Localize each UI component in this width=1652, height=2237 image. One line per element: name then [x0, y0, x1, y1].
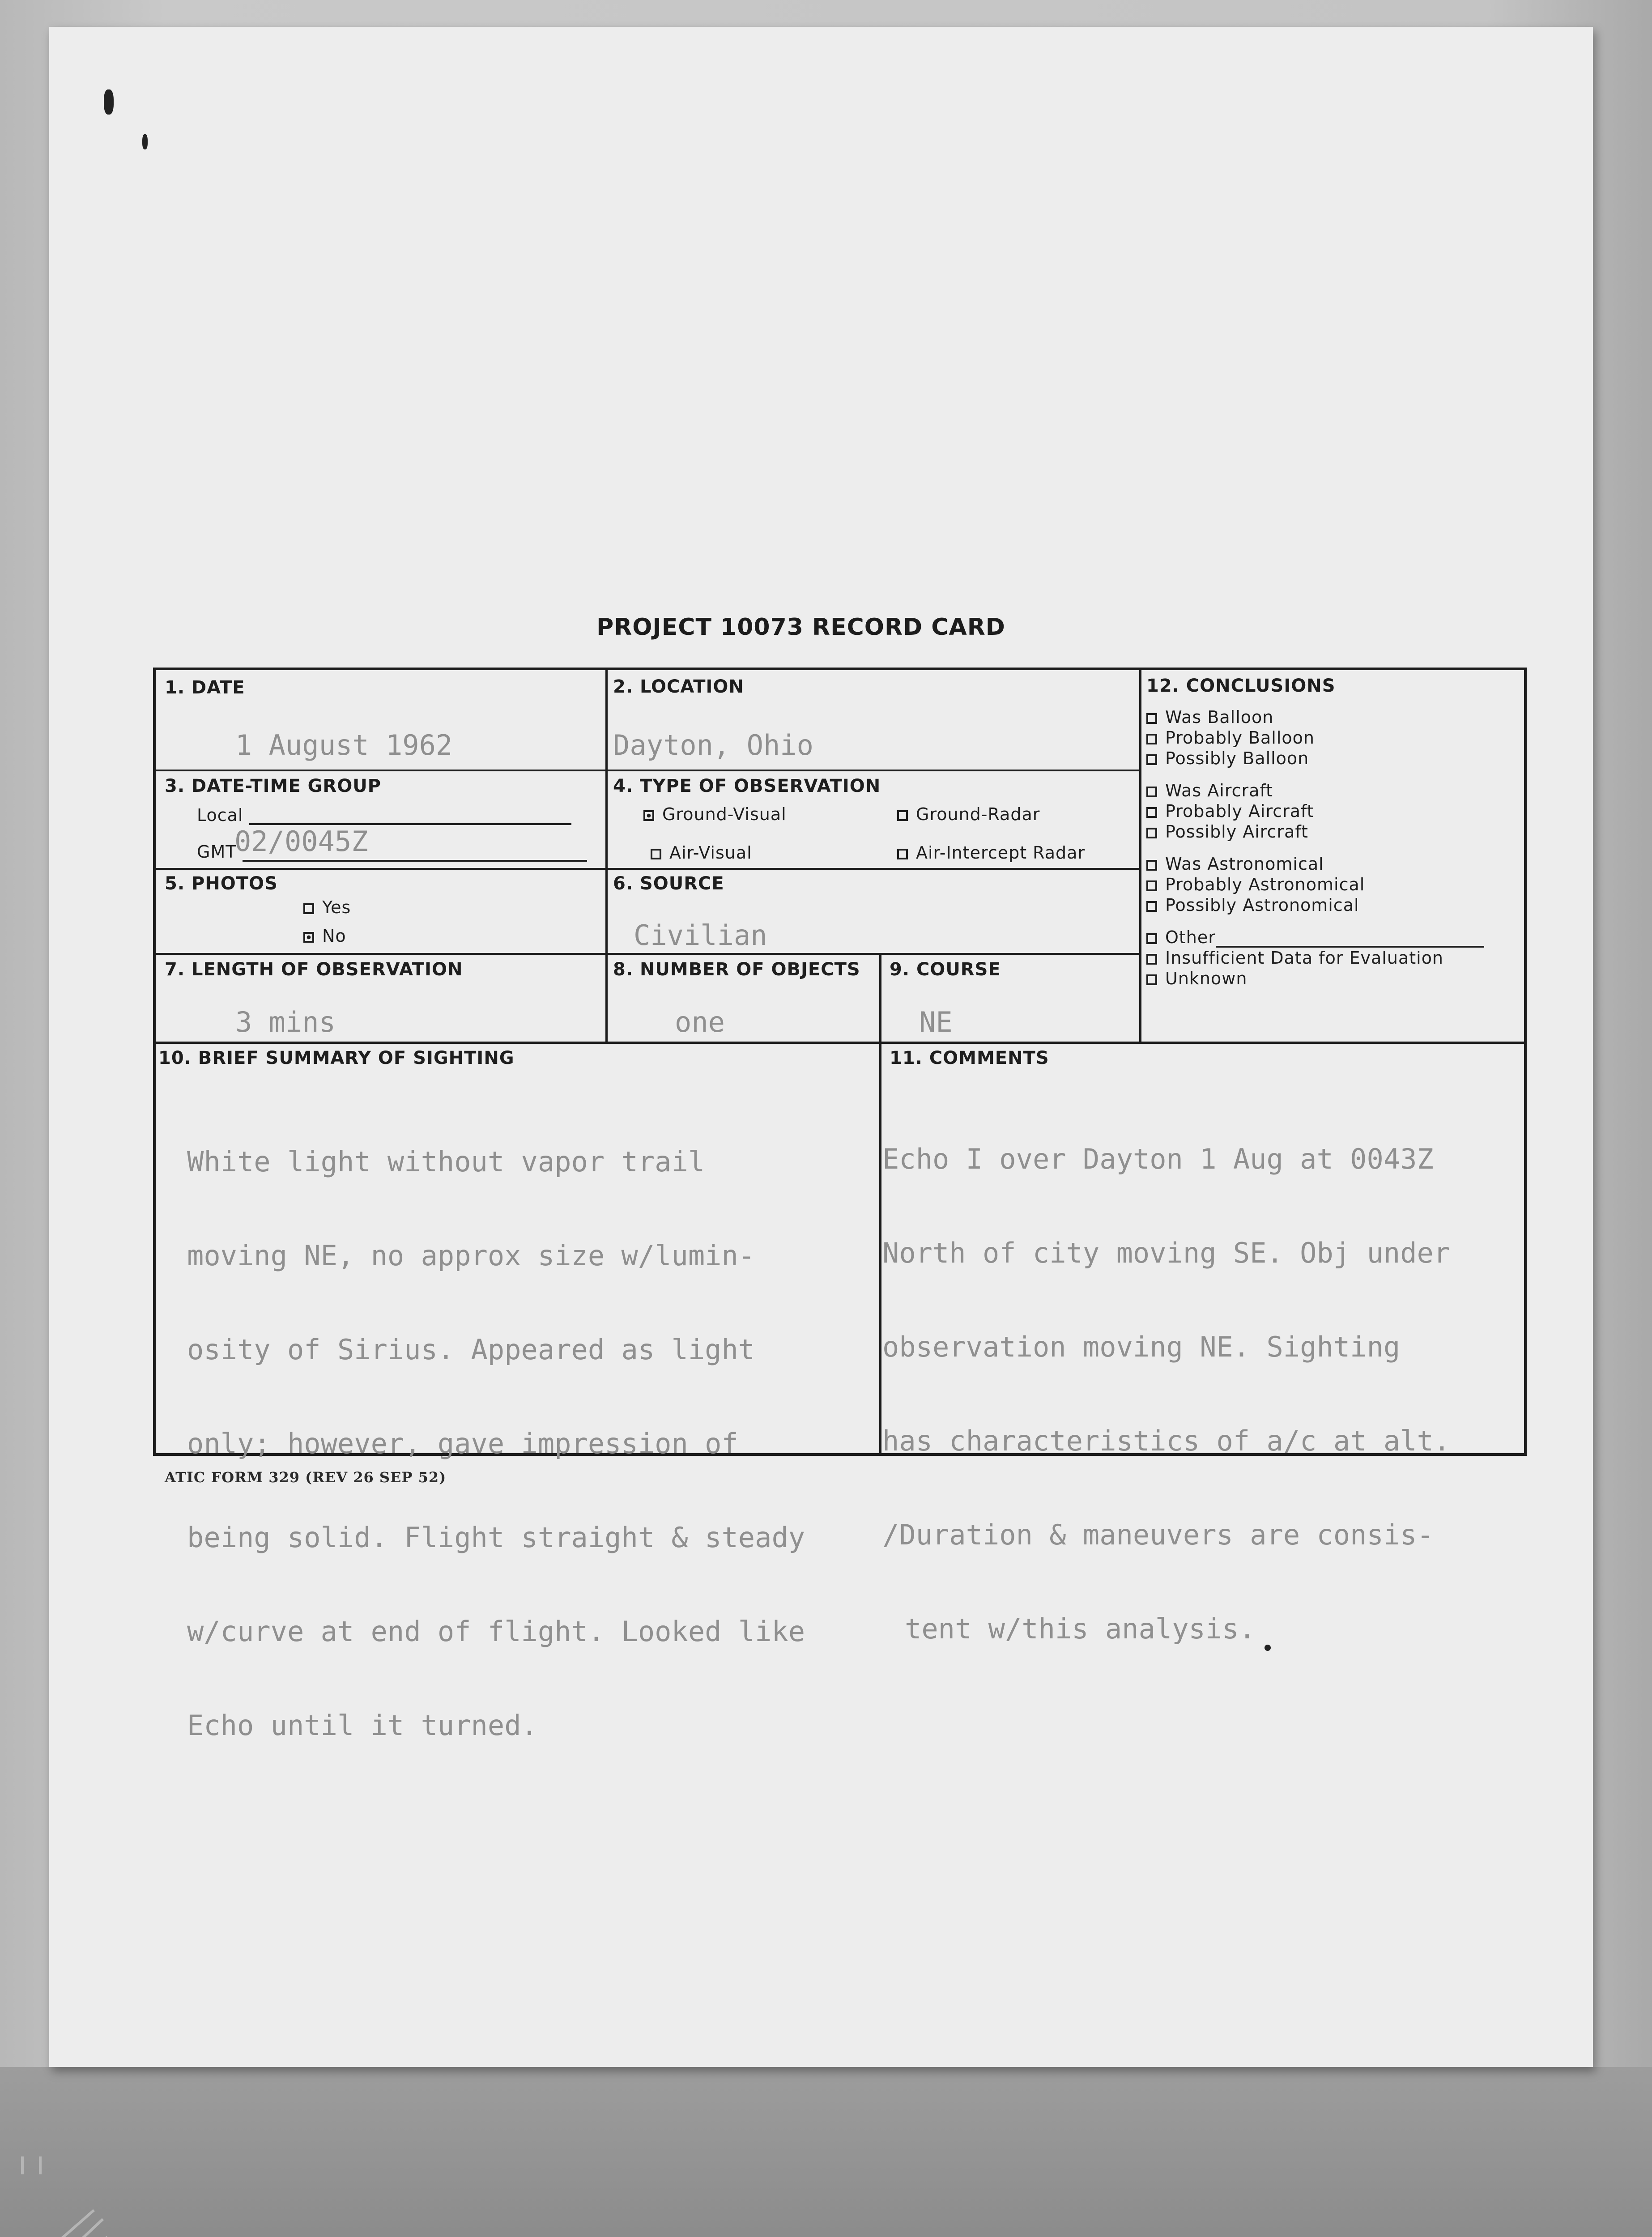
- photos-label: 5. PHOTOS: [165, 873, 278, 894]
- summary-line: moving NE, no approx size w/lumin-: [187, 1239, 755, 1272]
- checkbox-icon: [303, 903, 314, 914]
- date-value: 1 August 1962: [235, 729, 453, 761]
- summary-line: w/curve at end of flight. Looked like: [187, 1615, 805, 1648]
- comment-line: Echo I over Dayton 1 Aug at 0043Z: [882, 1143, 1434, 1175]
- location-label: 2. LOCATION: [613, 676, 744, 697]
- divider: [156, 1042, 1525, 1044]
- other-line: [1216, 931, 1484, 948]
- course-label: 9. COURSE: [890, 959, 1001, 980]
- source-label: 6. SOURCE: [613, 873, 724, 894]
- checkbox-checked-icon: [643, 810, 654, 821]
- observation-option-ground-visual: Ground-Visual: [643, 804, 787, 824]
- conclusion-item: Probably Balloon: [1146, 727, 1484, 748]
- length-of-observation-label: 7. LENGTH OF OBSERVATION: [165, 959, 463, 980]
- conclusions-label: 12. CONCLUSIONS: [1146, 676, 1336, 696]
- comment-line: /Duration & maneuvers are consis-: [882, 1518, 1434, 1551]
- film-edge-marks: [13, 2139, 121, 2237]
- checkbox-icon: [1146, 828, 1157, 838]
- checkbox-icon: [1146, 860, 1157, 871]
- conclusion-item: Possibly Astronomical: [1146, 895, 1484, 915]
- photos-option-yes: Yes: [303, 897, 351, 917]
- photos-option-no: No: [303, 926, 346, 946]
- summary-line: White light without vapor trail: [187, 1145, 705, 1178]
- summary-line: osity of Sirius. Appeared as light: [187, 1333, 755, 1366]
- form-footer: ATIC FORM 329 (REV 26 SEP 52): [165, 1469, 447, 1486]
- checkbox-icon: [897, 849, 908, 859]
- conclusion-item: Possibly Aircraft: [1146, 821, 1484, 842]
- divider: [605, 670, 608, 1042]
- number-of-objects-label: 8. NUMBER OF OBJECTS: [613, 959, 860, 980]
- brief-summary-label: 10. BRIEF SUMMARY OF SIGHTING: [158, 1048, 515, 1068]
- gmt-label: GMT: [197, 842, 237, 862]
- checkbox-icon: [1146, 901, 1157, 912]
- checkbox-icon: [1146, 734, 1157, 744]
- checkbox-icon: [1146, 713, 1157, 724]
- film-backdrop-lower: [0, 2067, 1652, 2237]
- comments-label: 11. COMMENTS: [890, 1048, 1049, 1068]
- card-title: PROJECT 10073 RECORD CARD: [596, 614, 1005, 641]
- divider: [156, 953, 1139, 955]
- date-label: 1. DATE: [165, 677, 245, 698]
- checkbox-icon: [1146, 754, 1157, 765]
- conclusion-item: Unknown: [1146, 968, 1484, 989]
- checkbox-checked-icon: [303, 932, 314, 943]
- summary-line: being solid. Flight straight & steady: [187, 1521, 805, 1554]
- divider: [156, 868, 1139, 870]
- length-of-observation-value: 3 mins: [235, 1006, 336, 1038]
- local-value-line: [249, 807, 571, 825]
- checkbox-icon: [1146, 974, 1157, 985]
- comment-line: North of city moving SE. Obj under: [882, 1237, 1451, 1269]
- comment-line: tent w/this analysis.: [905, 1612, 1256, 1645]
- checkbox-icon: [1146, 880, 1157, 891]
- conclusion-item: Other: [1146, 927, 1484, 948]
- comment-line: observation moving NE. Sighting: [882, 1331, 1401, 1363]
- divider: [879, 953, 881, 1456]
- comment-line: has characteristics of a/c at alt.: [882, 1425, 1451, 1457]
- ink-speck: [104, 89, 114, 115]
- summary-line: only; however, gave impression of: [187, 1427, 738, 1460]
- location-value: Dayton, Ohio: [613, 729, 813, 761]
- checkbox-icon: [1146, 954, 1157, 965]
- source-value: Civilian: [634, 919, 767, 952]
- checkbox-icon: [897, 810, 908, 821]
- conclusion-item: Was Balloon: [1146, 707, 1484, 727]
- type-of-observation-label: 4. TYPE OF OBSERVATION: [613, 776, 881, 796]
- observation-option-air-intercept-radar: Air-Intercept Radar: [897, 843, 1085, 863]
- checkbox-icon: [1146, 933, 1157, 944]
- summary-line: Echo until it turned.: [187, 1709, 538, 1742]
- conclusion-item: Insufficient Data for Evaluation: [1146, 948, 1484, 968]
- brief-summary-text: [187, 1084, 805, 1804]
- ink-speck: [142, 134, 148, 149]
- checkbox-icon: [1146, 807, 1157, 818]
- conclusions-list: [1146, 707, 1484, 989]
- number-of-objects-value: one: [675, 1006, 725, 1038]
- observation-option-ground-radar: Ground-Radar: [897, 804, 1040, 824]
- local-label: Local: [197, 805, 243, 825]
- conclusion-item: Was Aircraft: [1146, 780, 1484, 801]
- observation-option-air-visual: Air-Visual: [651, 843, 752, 863]
- date-time-group-label: 3. DATE-TIME GROUP: [165, 776, 381, 796]
- conclusion-item: Probably Aircraft: [1146, 801, 1484, 821]
- conclusion-item: Possibly Balloon: [1146, 748, 1484, 769]
- checkbox-icon: [1146, 787, 1157, 797]
- local-time-field: [197, 805, 571, 825]
- conclusion-item: Probably Astronomical: [1146, 874, 1484, 895]
- comments-text: [882, 1081, 1450, 1707]
- gmt-value: 02/0045Z: [234, 825, 368, 858]
- divider: [1139, 670, 1141, 1042]
- divider: [156, 770, 1139, 771]
- conclusion-item: Was Astronomical: [1146, 854, 1484, 874]
- course-value: NE: [919, 1006, 953, 1038]
- checkbox-icon: [651, 849, 661, 859]
